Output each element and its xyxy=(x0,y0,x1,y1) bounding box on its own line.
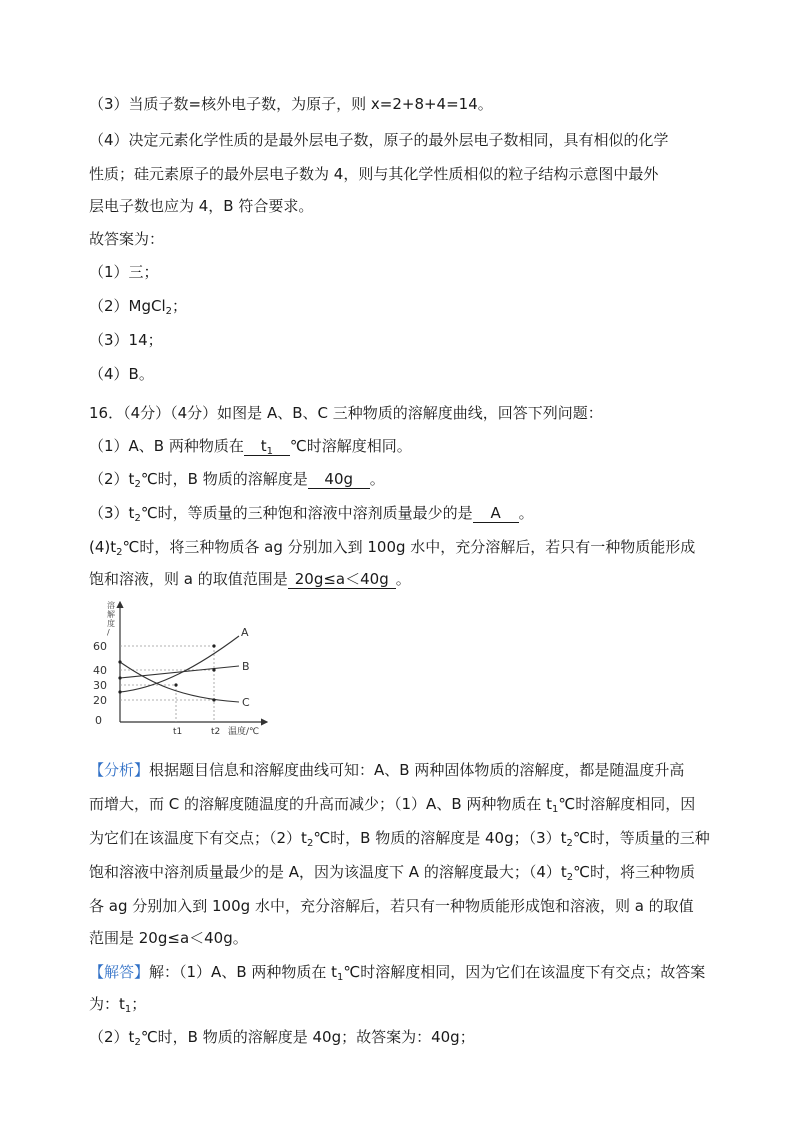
answer-blank: A xyxy=(473,504,519,523)
answer-line: 为：$t_1$； xyxy=(89,995,147,1015)
y-tick: 20 xyxy=(93,694,107,707)
curve-b xyxy=(120,666,239,678)
question-part-3: $(3)t_2℃$时，等质量的三种饱和溶液中溶剂质量最少的是 A 。 xyxy=(89,504,534,524)
analysis-line: 而增大，而 C 的溶解度随温度的升高而减少；（1）A、B 两种物质在 $t_1℃$时溶解度相同，因 xyxy=(89,795,696,815)
y-tick: 30 xyxy=(93,679,107,692)
question-part-2: $(2)t_2℃$时，B 物质的溶解度是 40g 。 xyxy=(89,470,385,490)
guide-lines xyxy=(120,646,214,722)
x-axis-label: 温度/℃ xyxy=(228,727,260,736)
x-tick: t2 xyxy=(211,727,221,736)
curve-a xyxy=(120,636,239,692)
x-tick: t1 xyxy=(173,727,183,736)
y-tick: 40 xyxy=(93,664,107,677)
answer-blank: 20g≤a＜40g xyxy=(288,570,396,589)
answer-line: （4）B。 xyxy=(89,365,154,383)
question-part-4-line-2: 饱和溶液，则 a 的取值范围是 20g≤a＜40g 。 xyxy=(89,570,411,588)
analysis-line: 为它们在该温度下有交点；$(2)t_2℃$时，B 物质的溶解度是 40g；$(3)t_2℃$时，等质量的三种 xyxy=(89,829,710,849)
answer-line: （1）三； xyxy=(89,263,159,281)
y-tick: 0 xyxy=(95,714,102,727)
analysis-line: 范围是 20g≤a＜40g。 xyxy=(89,929,248,947)
answer-tag: 【解答】 xyxy=(89,963,150,981)
text-line: （3）当质子数=核外电子数，为原子，则 x=2+8+4=14。 xyxy=(89,95,493,113)
analysis-line: 【分析】根据题目信息和溶解度曲线可知：A、B 两种固体物质的溶解度，都是随温度升高 xyxy=(89,761,685,779)
text-line: （4）决定元素化学性质的是最外层电子数，原子的最外层电子数相同，具有相似的化学 xyxy=(89,131,669,149)
text-line: 性质；硅元素原子的最外层电子数为 4，则与其化学性质相似的粒子结构示意图中最外 xyxy=(89,165,659,183)
answer-line: （2）MgCl$_2$； xyxy=(89,297,188,317)
y-tick: 60 xyxy=(93,640,107,653)
curve-label-a: A xyxy=(241,626,249,639)
analysis-line: 各 ag 分别加入到 100g 水中，充分溶解后，若只有一种物质能形成饱和溶液，则 a 的取值 xyxy=(89,897,694,915)
analysis-tag: 【分析】 xyxy=(89,761,150,779)
question-heading: 16．（4分）（4分）如图是 A、B、C 三种物质的溶解度曲线，回答下列问题： xyxy=(89,404,603,422)
solubility-curve-graph xyxy=(89,596,279,736)
answer-line: （3）14； xyxy=(89,331,163,349)
answer-blank: 40g xyxy=(308,470,370,489)
text-line: 层电子数也应为 4，B 符合要求。 xyxy=(89,197,314,215)
question-part-4: $(4)t_2℃$时，将三种物质各 ag 分别加入到 100g 水中，充分溶解后，若只有一种物质能形成 xyxy=(89,538,696,558)
text-line: 故答案为： xyxy=(89,230,165,248)
answer-blank: $t_1$ xyxy=(244,437,290,456)
y-axis-label: 溶 解 度 / xyxy=(107,601,115,637)
answer-line: 【解答】解：（1）A、B 两种物质在 $t_1℃$时溶解度相同，因为它们在该温度下有交点；故答案 xyxy=(89,963,706,983)
analysis-line: 饱和溶液中溶剂质量最少的是 A，因为该温度下 A 的溶解度最大；$(4)t_2℃$时，将三种物质 xyxy=(89,863,695,883)
question-part-1: （1）A、B 两种物质在 $t_1$ ℃时溶解度相同。 xyxy=(89,437,412,457)
curve-label-c: C xyxy=(242,696,250,709)
answer-line: $(2)t_2℃$时，B 物质的溶解度是 40g；故答案为：40g； xyxy=(89,1028,475,1048)
curve-label-b: B xyxy=(242,660,250,673)
